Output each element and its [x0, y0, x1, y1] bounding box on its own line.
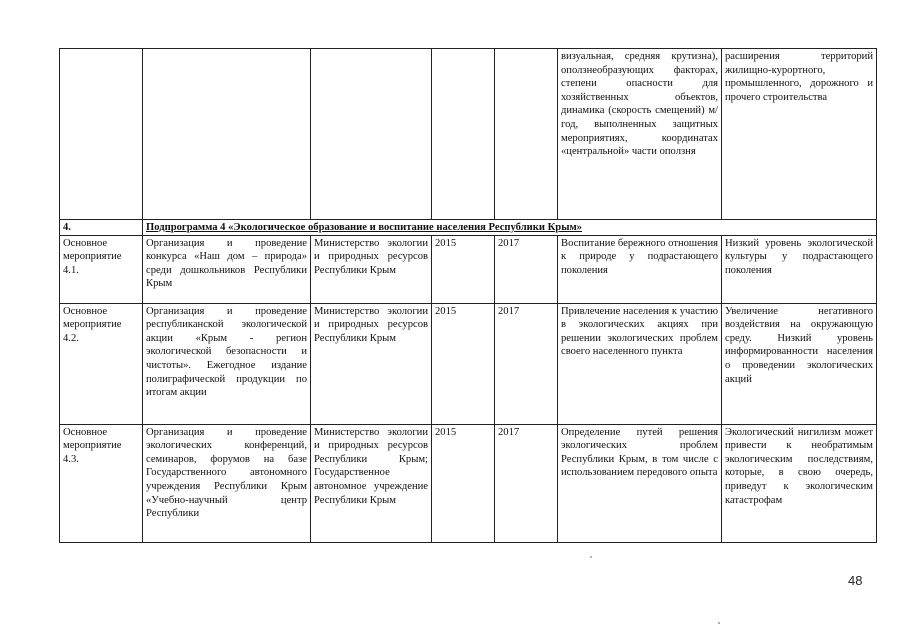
cell-name: Организация и проведение конкурса «Наш дом – природа» среди дошкольников Республики Крым	[143, 235, 311, 303]
scan-speck	[590, 556, 592, 558]
cell-id: Основное мероприятие 4.3.	[60, 424, 143, 542]
program-table	[59, 48, 877, 543]
page-number: 48	[848, 573, 863, 588]
cell-name: Организация и проведение экологических конференций, семинаров, форумов на базе Государственного автономного учреждения Республики Крым «Учебно-научный центр Республики	[143, 424, 311, 542]
cell-indicators: визуальная, средняя крутизна), оползнеобразующих факторах, степени опасности для хозяйственных объектов, динамика (скорость смещений) м/год, выполненных защитных мероприятиях, координатах «центральной» части оползня	[558, 49, 722, 220]
scan-speck	[718, 622, 720, 624]
cell-executor: Министерство экологии и природных ресурсов Республики Крым; Государственное автономное учреждение Республики Крым	[311, 424, 432, 542]
cell-consequence: Низкий уровень экологической культуры у подрастающего поколения	[722, 235, 877, 303]
cell-name	[143, 49, 311, 220]
cell-executor: Министерство экологии и природных ресурсов Республики Крым	[311, 235, 432, 303]
cell-id	[60, 49, 143, 220]
section-header-row	[60, 220, 877, 236]
cell-name: Организация и проведение республиканской экологической акции «Крым - регион экологической безопасности и чистоты». Ежегодное издание полиграфической продукции по итогам акции	[143, 303, 311, 424]
cell-end: 2017	[495, 424, 558, 542]
cell-start: 2015	[432, 424, 495, 542]
table-row	[60, 303, 877, 424]
cell-start	[432, 49, 495, 220]
cell-consequences: расширения территорий жилищно-курортного, промышленного, дорожного и прочего строительства	[722, 49, 877, 220]
cell-executor: Министерство экологии и природных ресурсов Республики Крым	[311, 303, 432, 424]
cell-id: Основное мероприятие 4.2.	[60, 303, 143, 424]
cell-id: Основное мероприятие 4.1.	[60, 235, 143, 303]
table-row-continuation	[60, 49, 877, 220]
cell-result: Определение путей решения экологических проблем Республики Крым, в том числе с использованием передового опыта	[558, 424, 722, 542]
table-row	[60, 424, 877, 542]
table-row	[60, 235, 877, 303]
cell-executor	[311, 49, 432, 220]
section-number: 4.	[60, 220, 143, 236]
cell-consequence: Экологический нигилизм может привести к необратимым экологическим последствиям, которые, в свою очередь, приведут к экологическим катастрофам	[722, 424, 877, 542]
cell-start: 2015	[432, 235, 495, 303]
section-title: Подпрограмма 4 «Экологическое образование и воспитание населения Республики Крым»	[143, 220, 877, 236]
cell-end	[495, 49, 558, 220]
cell-end: 2017	[495, 235, 558, 303]
cell-end: 2017	[495, 303, 558, 424]
cell-result: Привлечение населения к участию в экологических акциях при решении экологических проблем своего населенного пункта	[558, 303, 722, 424]
cell-consequence: Увеличение негативного воздействия на окружающую среду. Низкий уровень информированности населения о проведении экологических акций	[722, 303, 877, 424]
cell-result: Воспитание бережного отношения к природе у подрастающего поколения	[558, 235, 722, 303]
cell-start: 2015	[432, 303, 495, 424]
